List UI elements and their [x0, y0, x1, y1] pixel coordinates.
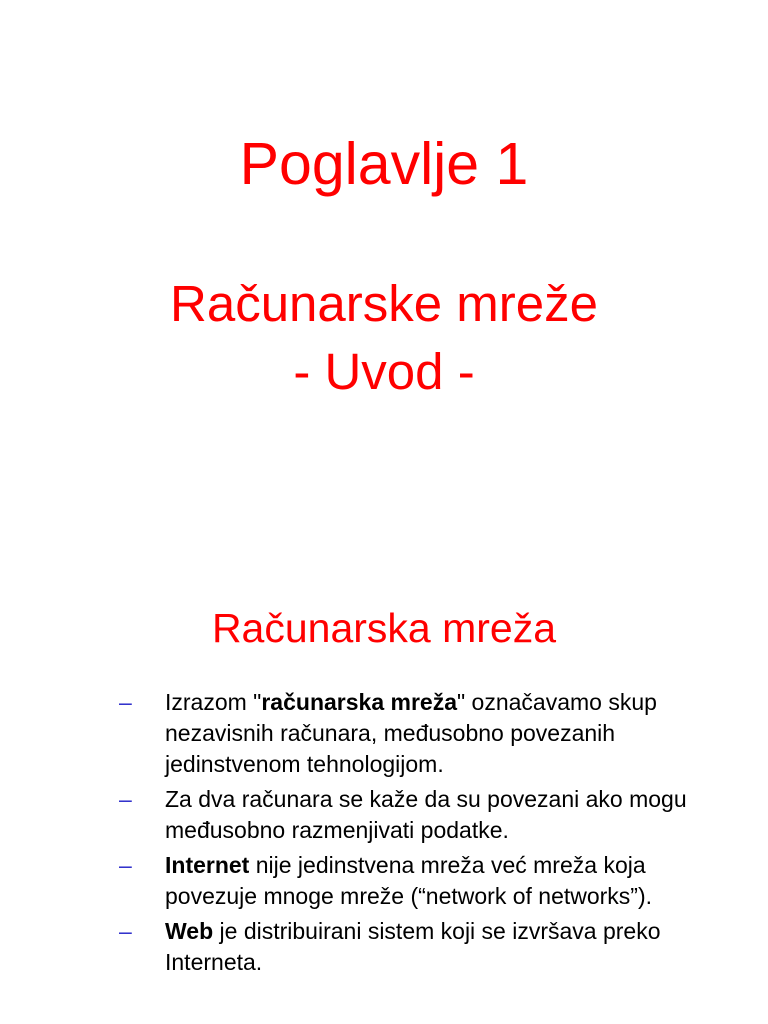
- chapter-title: Poglavlje 1: [239, 131, 529, 197]
- chapter-subtitle-line1: Računarske mreže: [170, 275, 598, 332]
- bullet-text-post: nije jedinstvena mreža već mreža koja povezuje mnoge mreže (“network of networks”).: [165, 852, 653, 909]
- bullet-list: [0, 687, 768, 982]
- bullet-dash-icon: –: [119, 786, 132, 812]
- bullet-text-post: " označavamo skup nezavisnih računara, međusobno povezanih jedinstvenom tehnologijom.: [165, 689, 657, 777]
- bullet-dash-icon: –: [119, 918, 132, 944]
- list-item: [0, 850, 768, 912]
- bullet-dash-icon: –: [119, 689, 132, 715]
- list-item: [0, 687, 768, 780]
- bullet-text-pre: Izrazom ": [165, 689, 262, 715]
- bullet-text-bold: Web: [165, 918, 214, 944]
- list-item: [0, 784, 768, 846]
- bullet-text-bold: računarska mreža: [261, 689, 457, 715]
- bullet-text-bold: Internet: [165, 852, 250, 878]
- bullet-dash-icon: –: [119, 852, 132, 878]
- list-item: [0, 916, 768, 978]
- bullet-text-post: je distribuirani sistem koji se izvršava preko Interneta.: [165, 918, 661, 975]
- section-title: Računarska mreža: [211, 605, 557, 651]
- chapter-subtitle-line2: - Uvod -: [293, 343, 475, 400]
- bullet-text-post: Za dva računara se kaže da su povezani ako mogu međusobno razmenjivati podatke.: [165, 786, 687, 843]
